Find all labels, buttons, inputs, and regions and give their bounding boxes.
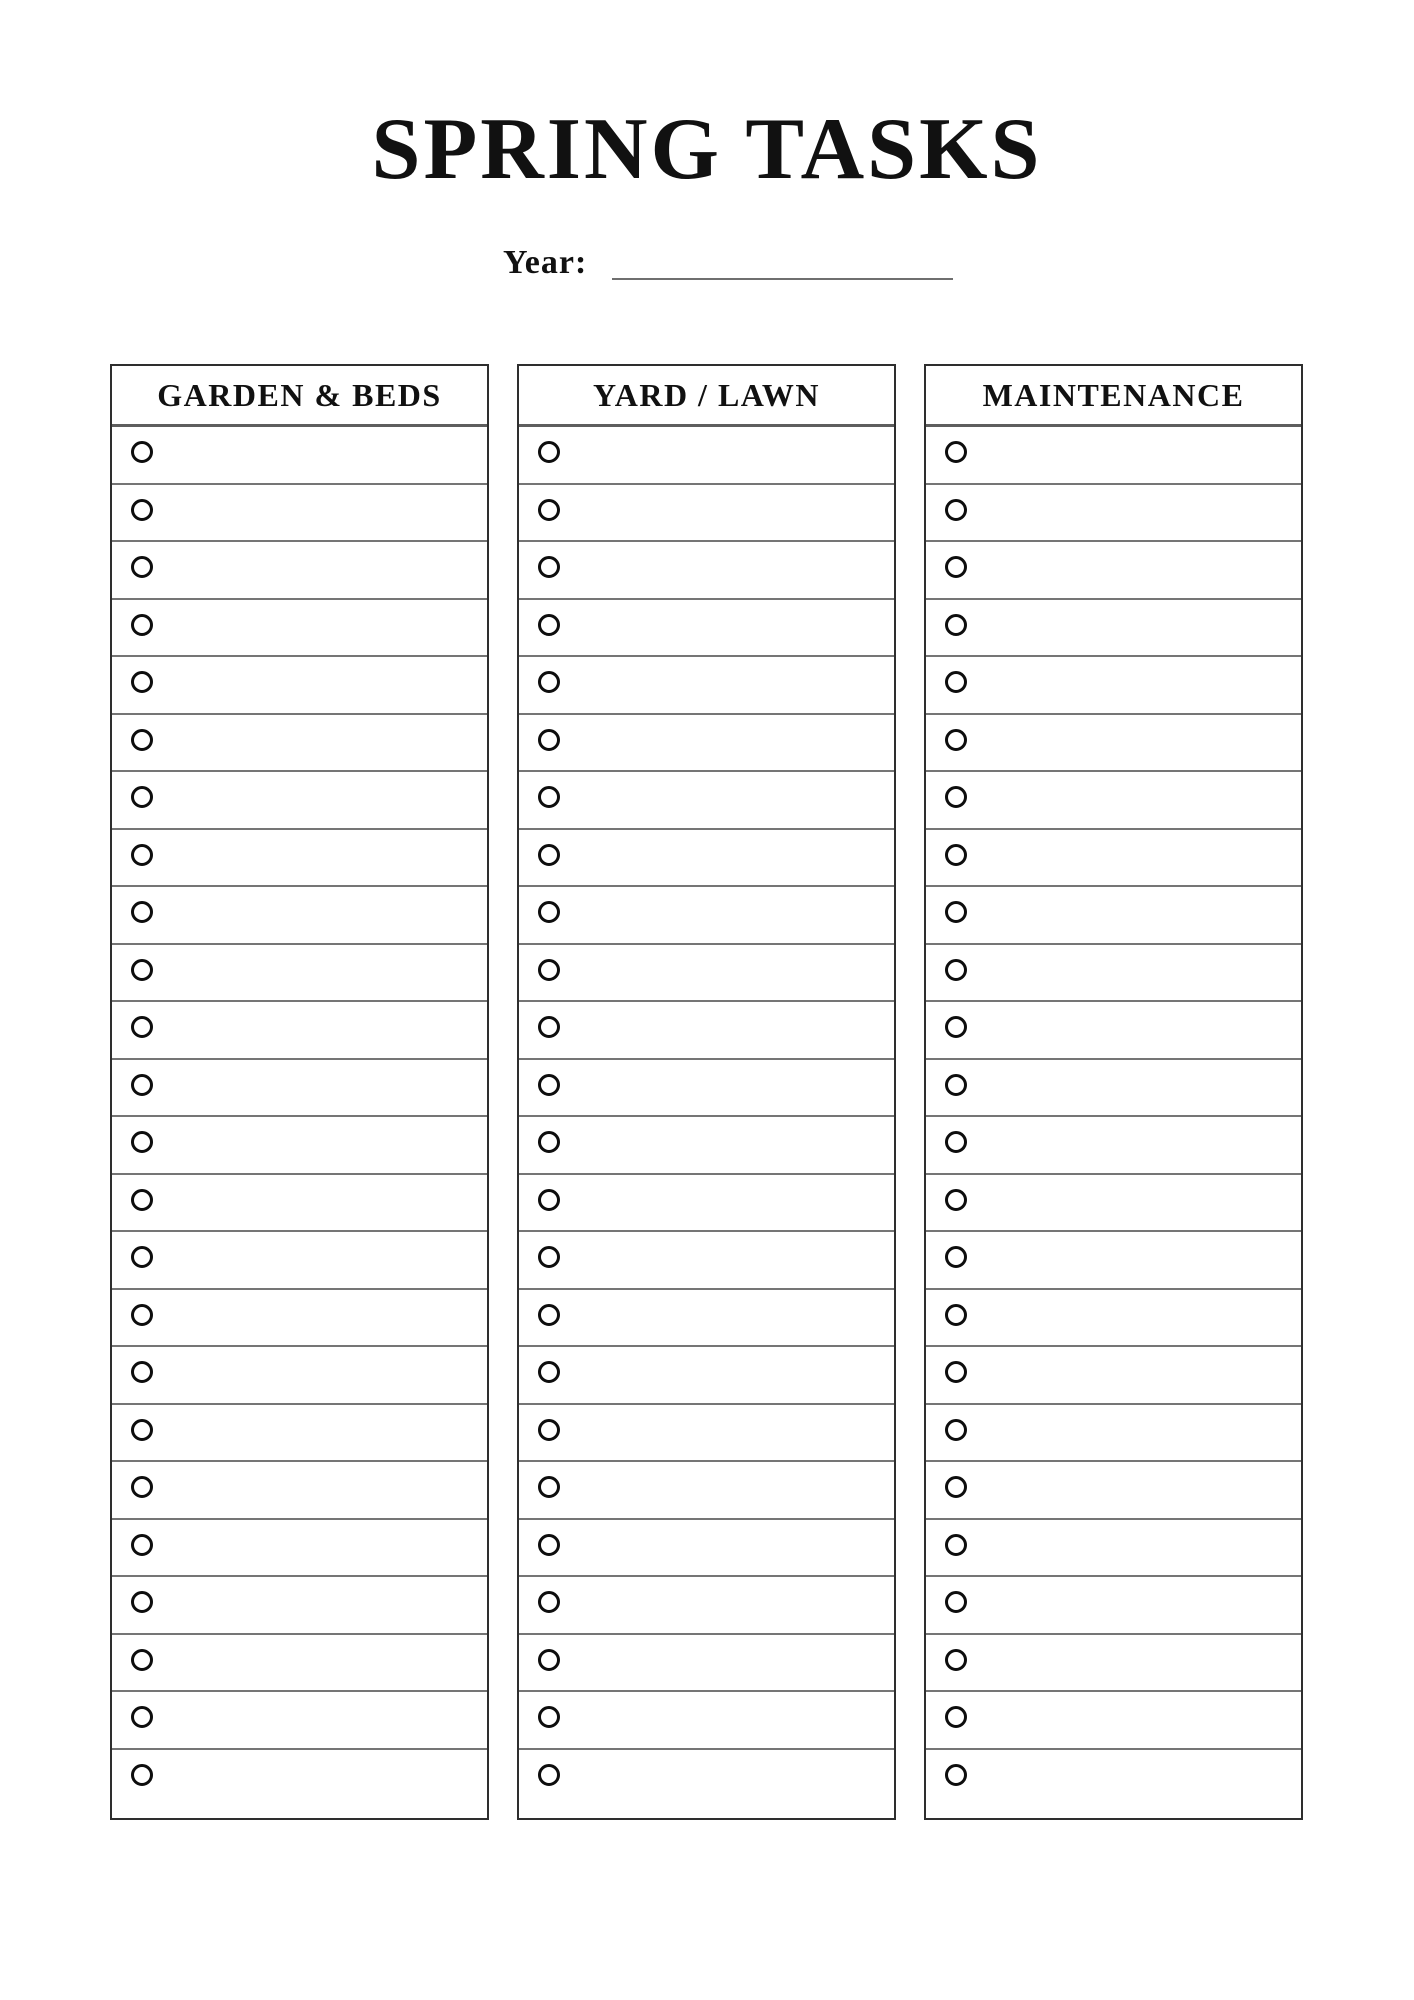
- task-row[interactable]: [926, 830, 1301, 888]
- checkbox-circle-icon[interactable]: [538, 959, 560, 981]
- checkbox-circle-icon[interactable]: [131, 1189, 153, 1211]
- task-row[interactable]: [112, 830, 487, 888]
- checkbox-circle-icon[interactable]: [131, 1706, 153, 1728]
- task-row[interactable]: [519, 1060, 894, 1118]
- task-row[interactable]: [519, 1290, 894, 1348]
- column-body-maintenance: [926, 427, 1301, 1818]
- checkbox-circle-icon[interactable]: [538, 844, 560, 866]
- checkbox-circle-icon[interactable]: [131, 1361, 153, 1383]
- column-body-yard-lawn: [519, 427, 894, 1818]
- checkbox-circle-icon[interactable]: [538, 1476, 560, 1498]
- task-row[interactable]: [112, 485, 487, 543]
- task-row[interactable]: [519, 1577, 894, 1635]
- task-row[interactable]: [926, 427, 1301, 485]
- task-row[interactable]: [112, 1750, 487, 1819]
- checkbox-circle-icon[interactable]: [945, 1016, 967, 1038]
- task-row[interactable]: [519, 485, 894, 543]
- column-header-garden-beds: GARDEN & BEDS: [112, 366, 487, 427]
- task-row[interactable]: [519, 427, 894, 485]
- column-garden-beds: [110, 364, 489, 1820]
- task-row[interactable]: [926, 1175, 1301, 1233]
- task-row[interactable]: [112, 1060, 487, 1118]
- task-row[interactable]: [519, 1462, 894, 1520]
- task-columns: [110, 364, 1303, 1820]
- checkbox-circle-icon[interactable]: [131, 1476, 153, 1498]
- checkbox-circle-icon[interactable]: [131, 1016, 153, 1038]
- task-row[interactable]: [519, 1750, 894, 1819]
- checkbox-circle-icon[interactable]: [538, 1361, 560, 1383]
- task-row[interactable]: [926, 657, 1301, 715]
- year-field: [503, 246, 953, 280]
- task-row[interactable]: [112, 600, 487, 658]
- column-body-garden-beds: [112, 427, 487, 1818]
- task-row[interactable]: [112, 427, 487, 485]
- checkbox-circle-icon[interactable]: [945, 671, 967, 693]
- checkbox-circle-icon[interactable]: [131, 786, 153, 808]
- task-row[interactable]: [926, 1750, 1301, 1819]
- checkbox-circle-icon[interactable]: [945, 1074, 967, 1096]
- task-row[interactable]: [112, 945, 487, 1003]
- task-row[interactable]: [519, 830, 894, 888]
- task-row[interactable]: [926, 1520, 1301, 1578]
- checkbox-circle-icon[interactable]: [945, 1534, 967, 1556]
- checkbox-circle-icon[interactable]: [945, 1706, 967, 1728]
- task-row[interactable]: [926, 715, 1301, 773]
- task-row[interactable]: [519, 1692, 894, 1750]
- checkbox-circle-icon[interactable]: [538, 1016, 560, 1038]
- column-yard-lawn: [517, 364, 896, 1820]
- task-row[interactable]: [112, 1577, 487, 1635]
- task-row[interactable]: [112, 1175, 487, 1233]
- checkbox-circle-icon[interactable]: [945, 844, 967, 866]
- task-row[interactable]: [112, 1290, 487, 1348]
- checkbox-circle-icon[interactable]: [538, 1419, 560, 1441]
- checkbox-circle-icon[interactable]: [131, 499, 153, 521]
- task-row[interactable]: [112, 1117, 487, 1175]
- checkbox-circle-icon[interactable]: [945, 1591, 967, 1613]
- task-row[interactable]: [519, 772, 894, 830]
- task-row[interactable]: [926, 542, 1301, 600]
- task-row[interactable]: [112, 1405, 487, 1463]
- task-row[interactable]: [926, 1692, 1301, 1750]
- checkbox-circle-icon[interactable]: [945, 441, 967, 463]
- task-row[interactable]: [112, 1635, 487, 1693]
- checkbox-circle-icon[interactable]: [131, 729, 153, 751]
- checkbox-circle-icon[interactable]: [538, 1706, 560, 1728]
- checkbox-circle-icon[interactable]: [945, 729, 967, 751]
- task-row[interactable]: [519, 945, 894, 1003]
- task-row[interactable]: [926, 772, 1301, 830]
- checkbox-circle-icon[interactable]: [131, 441, 153, 463]
- year-input-line[interactable]: [612, 246, 953, 280]
- task-row[interactable]: [519, 1002, 894, 1060]
- checkbox-circle-icon[interactable]: [538, 556, 560, 578]
- checkbox-circle-icon[interactable]: [945, 499, 967, 521]
- checkbox-circle-icon[interactable]: [945, 1764, 967, 1786]
- checkbox-circle-icon[interactable]: [131, 614, 153, 636]
- checkbox-circle-icon[interactable]: [945, 1419, 967, 1441]
- checkbox-circle-icon[interactable]: [945, 1304, 967, 1326]
- task-row[interactable]: [519, 1347, 894, 1405]
- task-row[interactable]: [926, 945, 1301, 1003]
- checkbox-circle-icon[interactable]: [538, 1534, 560, 1556]
- task-row[interactable]: [112, 1232, 487, 1290]
- checkbox-circle-icon[interactable]: [131, 1304, 153, 1326]
- checkbox-circle-icon[interactable]: [945, 959, 967, 981]
- checkbox-circle-icon[interactable]: [945, 1361, 967, 1383]
- page-title: SPRING TASKS: [371, 101, 1043, 198]
- checkbox-circle-icon[interactable]: [945, 786, 967, 808]
- checkbox-circle-icon[interactable]: [538, 1591, 560, 1613]
- task-row[interactable]: [112, 1347, 487, 1405]
- task-row[interactable]: [112, 887, 487, 945]
- task-row[interactable]: [519, 600, 894, 658]
- checkbox-circle-icon[interactable]: [945, 1649, 967, 1671]
- checkbox-circle-icon[interactable]: [538, 1189, 560, 1211]
- task-row[interactable]: [926, 1060, 1301, 1118]
- checkbox-circle-icon[interactable]: [538, 1649, 560, 1671]
- task-row[interactable]: [112, 657, 487, 715]
- task-row[interactable]: [926, 1290, 1301, 1348]
- task-row[interactable]: [519, 1405, 894, 1463]
- checkbox-circle-icon[interactable]: [131, 1591, 153, 1613]
- task-row[interactable]: [926, 1002, 1301, 1060]
- checkbox-circle-icon[interactable]: [538, 901, 560, 923]
- task-row[interactable]: [926, 485, 1301, 543]
- checkbox-circle-icon[interactable]: [131, 1419, 153, 1441]
- column-maintenance: [924, 364, 1303, 1820]
- checkbox-circle-icon[interactable]: [131, 959, 153, 981]
- checkbox-circle-icon[interactable]: [131, 844, 153, 866]
- task-row[interactable]: [112, 772, 487, 830]
- checkbox-circle-icon[interactable]: [538, 1764, 560, 1786]
- task-row[interactable]: [112, 715, 487, 773]
- task-row[interactable]: [926, 1577, 1301, 1635]
- checkbox-circle-icon[interactable]: [538, 441, 560, 463]
- checkbox-circle-icon[interactable]: [131, 671, 153, 693]
- task-row[interactable]: [112, 542, 487, 600]
- task-row[interactable]: [519, 1635, 894, 1693]
- task-row[interactable]: [112, 1002, 487, 1060]
- checkbox-circle-icon[interactable]: [538, 1304, 560, 1326]
- task-row[interactable]: [519, 1232, 894, 1290]
- checkbox-circle-icon[interactable]: [131, 1246, 153, 1268]
- task-row[interactable]: [519, 1117, 894, 1175]
- task-row[interactable]: [519, 1175, 894, 1233]
- checkbox-circle-icon[interactable]: [131, 1131, 153, 1153]
- checkbox-circle-icon[interactable]: [131, 1764, 153, 1786]
- checkbox-circle-icon[interactable]: [538, 499, 560, 521]
- checkbox-circle-icon[interactable]: [945, 1189, 967, 1211]
- column-header-maintenance: MAINTENANCE: [926, 366, 1301, 427]
- checkbox-circle-icon[interactable]: [538, 1074, 560, 1096]
- checkbox-circle-icon[interactable]: [538, 1246, 560, 1268]
- checkbox-circle-icon[interactable]: [945, 1246, 967, 1268]
- checkbox-circle-icon[interactable]: [131, 901, 153, 923]
- checkbox-circle-icon[interactable]: [538, 1131, 560, 1153]
- task-row[interactable]: [519, 715, 894, 773]
- task-row[interactable]: [926, 1635, 1301, 1693]
- task-row[interactable]: [112, 1462, 487, 1520]
- year-label: Year:: [503, 244, 588, 281]
- task-row[interactable]: [519, 542, 894, 600]
- task-row[interactable]: [519, 887, 894, 945]
- checkbox-circle-icon[interactable]: [131, 1649, 153, 1671]
- checkbox-circle-icon[interactable]: [538, 786, 560, 808]
- checkbox-circle-icon[interactable]: [538, 614, 560, 636]
- task-row[interactable]: [926, 1462, 1301, 1520]
- checkbox-circle-icon[interactable]: [538, 671, 560, 693]
- task-row[interactable]: [926, 887, 1301, 945]
- checkbox-circle-icon[interactable]: [131, 1074, 153, 1096]
- column-header-yard-lawn: YARD / LAWN: [519, 366, 894, 427]
- task-row[interactable]: [112, 1520, 487, 1578]
- checkbox-circle-icon[interactable]: [538, 729, 560, 751]
- task-row[interactable]: [926, 1347, 1301, 1405]
- checkbox-circle-icon[interactable]: [131, 556, 153, 578]
- checkbox-circle-icon[interactable]: [131, 1534, 153, 1556]
- checkbox-circle-icon[interactable]: [945, 1476, 967, 1498]
- checkbox-circle-icon[interactable]: [945, 901, 967, 923]
- task-row[interactable]: [519, 657, 894, 715]
- task-row[interactable]: [926, 1405, 1301, 1463]
- task-row[interactable]: [519, 1520, 894, 1578]
- checkbox-circle-icon[interactable]: [945, 556, 967, 578]
- task-row[interactable]: [926, 600, 1301, 658]
- checkbox-circle-icon[interactable]: [945, 1131, 967, 1153]
- task-row[interactable]: [112, 1692, 487, 1750]
- task-row[interactable]: [926, 1117, 1301, 1175]
- task-row[interactable]: [926, 1232, 1301, 1290]
- checkbox-circle-icon[interactable]: [945, 614, 967, 636]
